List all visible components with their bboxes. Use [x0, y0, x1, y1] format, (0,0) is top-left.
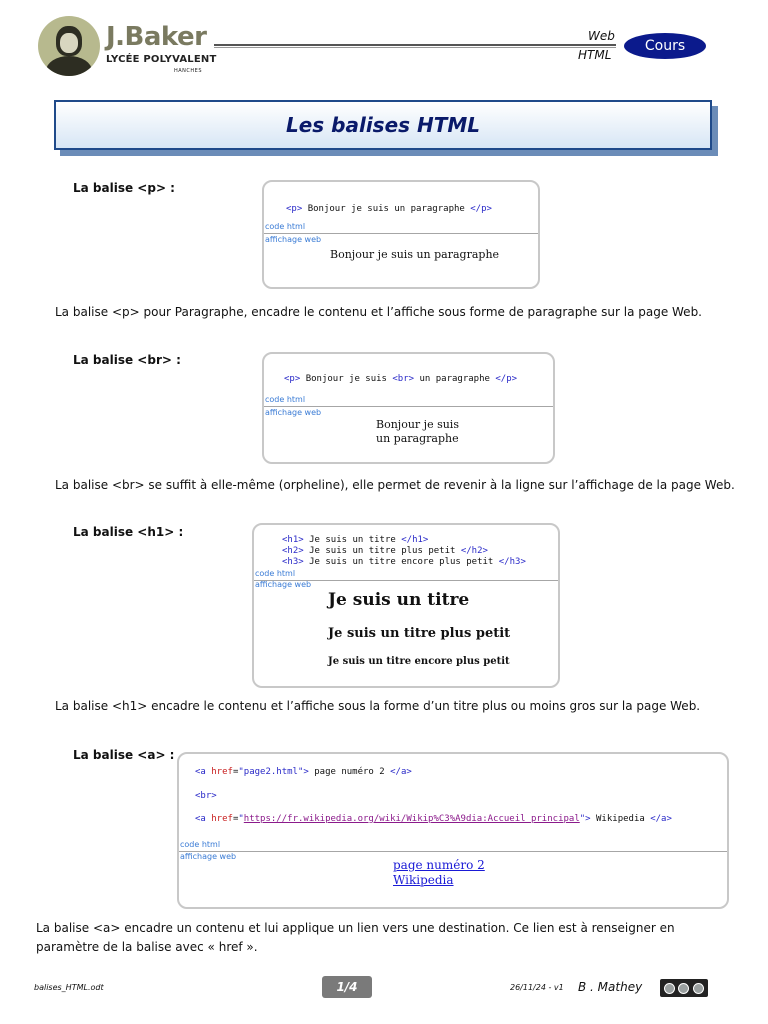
example-box-h1: [252, 523, 560, 688]
description-a-line1: La balise <a> encadre un contenu et lui applique un lien vers une destination. Ce lien est à renseigner en: [36, 921, 675, 935]
page-number: 1/4: [322, 976, 372, 998]
code-line-br-tag: <br>: [195, 791, 217, 801]
subject-html: HTML: [578, 48, 612, 62]
separator: [179, 851, 727, 852]
label-h1: La balise <h1> :: [73, 525, 184, 539]
title-banner: [54, 100, 712, 150]
example-box-p: [262, 180, 540, 289]
render-line1: Bonjour je suis: [376, 418, 459, 431]
creative-commons-icon: [660, 979, 708, 997]
footer-author: B . Mathey: [578, 980, 643, 994]
code-line-h1: <h1> Je suis un titre </h1>: [282, 535, 429, 545]
display-web-tag: affichage web: [180, 852, 237, 861]
render-line2: un paragraphe: [376, 432, 459, 445]
description-h1: La balise <h1> encadre le contenu et l’affiche sous la forme d’un titre plus ou moins gros sur la page Web.: [55, 699, 701, 713]
label-a: La balise <a> :: [73, 748, 175, 762]
label-br: La balise <br> :: [73, 353, 181, 367]
code-html-tag: code html: [265, 395, 306, 404]
code-line-h3: <h3> Je suis un titre encore plus petit </h3>: [282, 557, 526, 567]
subject-web: Web: [588, 29, 615, 43]
separator: [264, 233, 538, 234]
brand-name: J.Baker: [106, 22, 207, 52]
brand-city: HANCHES: [174, 68, 203, 74]
label-p: La balise <p> :: [73, 181, 175, 195]
display-web-tag: affichage web: [265, 235, 322, 244]
render-link-wikipedia[interactable]: Wikipedia: [393, 873, 454, 887]
code-line-p: <p> Bonjour je suis un paragraphe </p>: [286, 204, 492, 214]
header-rule: [214, 44, 616, 46]
code-line-br: <p> Bonjour je suis <br> un paragraphe </p>: [284, 374, 518, 384]
cours-badge: Cours: [624, 33, 706, 59]
description-p: La balise <p> pour Paragraphe, encadre le contenu et l’affiche sous forme de paragraphe sur la page Web.: [55, 305, 702, 319]
school-logo: [38, 16, 100, 76]
brand-subtitle: LYCÉE POLYVALENT: [106, 54, 217, 65]
footer-filename: balises_HTML.odt: [34, 983, 104, 992]
description-br: La balise <br> se suffit à elle-même (orpheline), elle permet de revenir à la ligne sur l’affichage de la page Web.: [55, 478, 735, 492]
render-link-page2[interactable]: page numéro 2: [393, 858, 485, 872]
render-paragraph: Bonjour je suis un paragraphe: [330, 248, 500, 261]
example-box-br: [262, 352, 555, 464]
code-html-tag: code html: [180, 840, 221, 849]
page-title: Les balises HTML: [285, 113, 481, 137]
code-line-h2: <h2> Je suis un titre plus petit </h2>: [282, 546, 488, 556]
code-html-tag: code html: [265, 222, 306, 231]
code-html-tag: code html: [255, 569, 296, 578]
render-h1: Je suis un titre: [328, 590, 470, 610]
code-line-a1: <a href="page2.html"> page numéro 2 </a>: [195, 767, 412, 777]
display-web-tag: affichage web: [265, 408, 322, 417]
example-box-a: [177, 752, 729, 909]
display-web-tag: affichage web: [255, 580, 312, 589]
render-h3: Je suis un titre encore plus petit: [328, 656, 510, 667]
code-line-a2: <a href="https://fr.wikipedia.org/wiki/Wikip%C3%A9dia:Accueil_principal"> Wikipedia </a>: [195, 814, 672, 824]
footer-date: 26/11/24 - v1: [510, 983, 564, 992]
separator: [264, 406, 553, 407]
render-h2: Je suis un titre plus petit: [328, 626, 511, 641]
description-a-line2: paramètre de la balise avec « href ».: [36, 940, 258, 954]
header-rule-thin: [214, 47, 616, 48]
brand: [106, 22, 226, 78]
